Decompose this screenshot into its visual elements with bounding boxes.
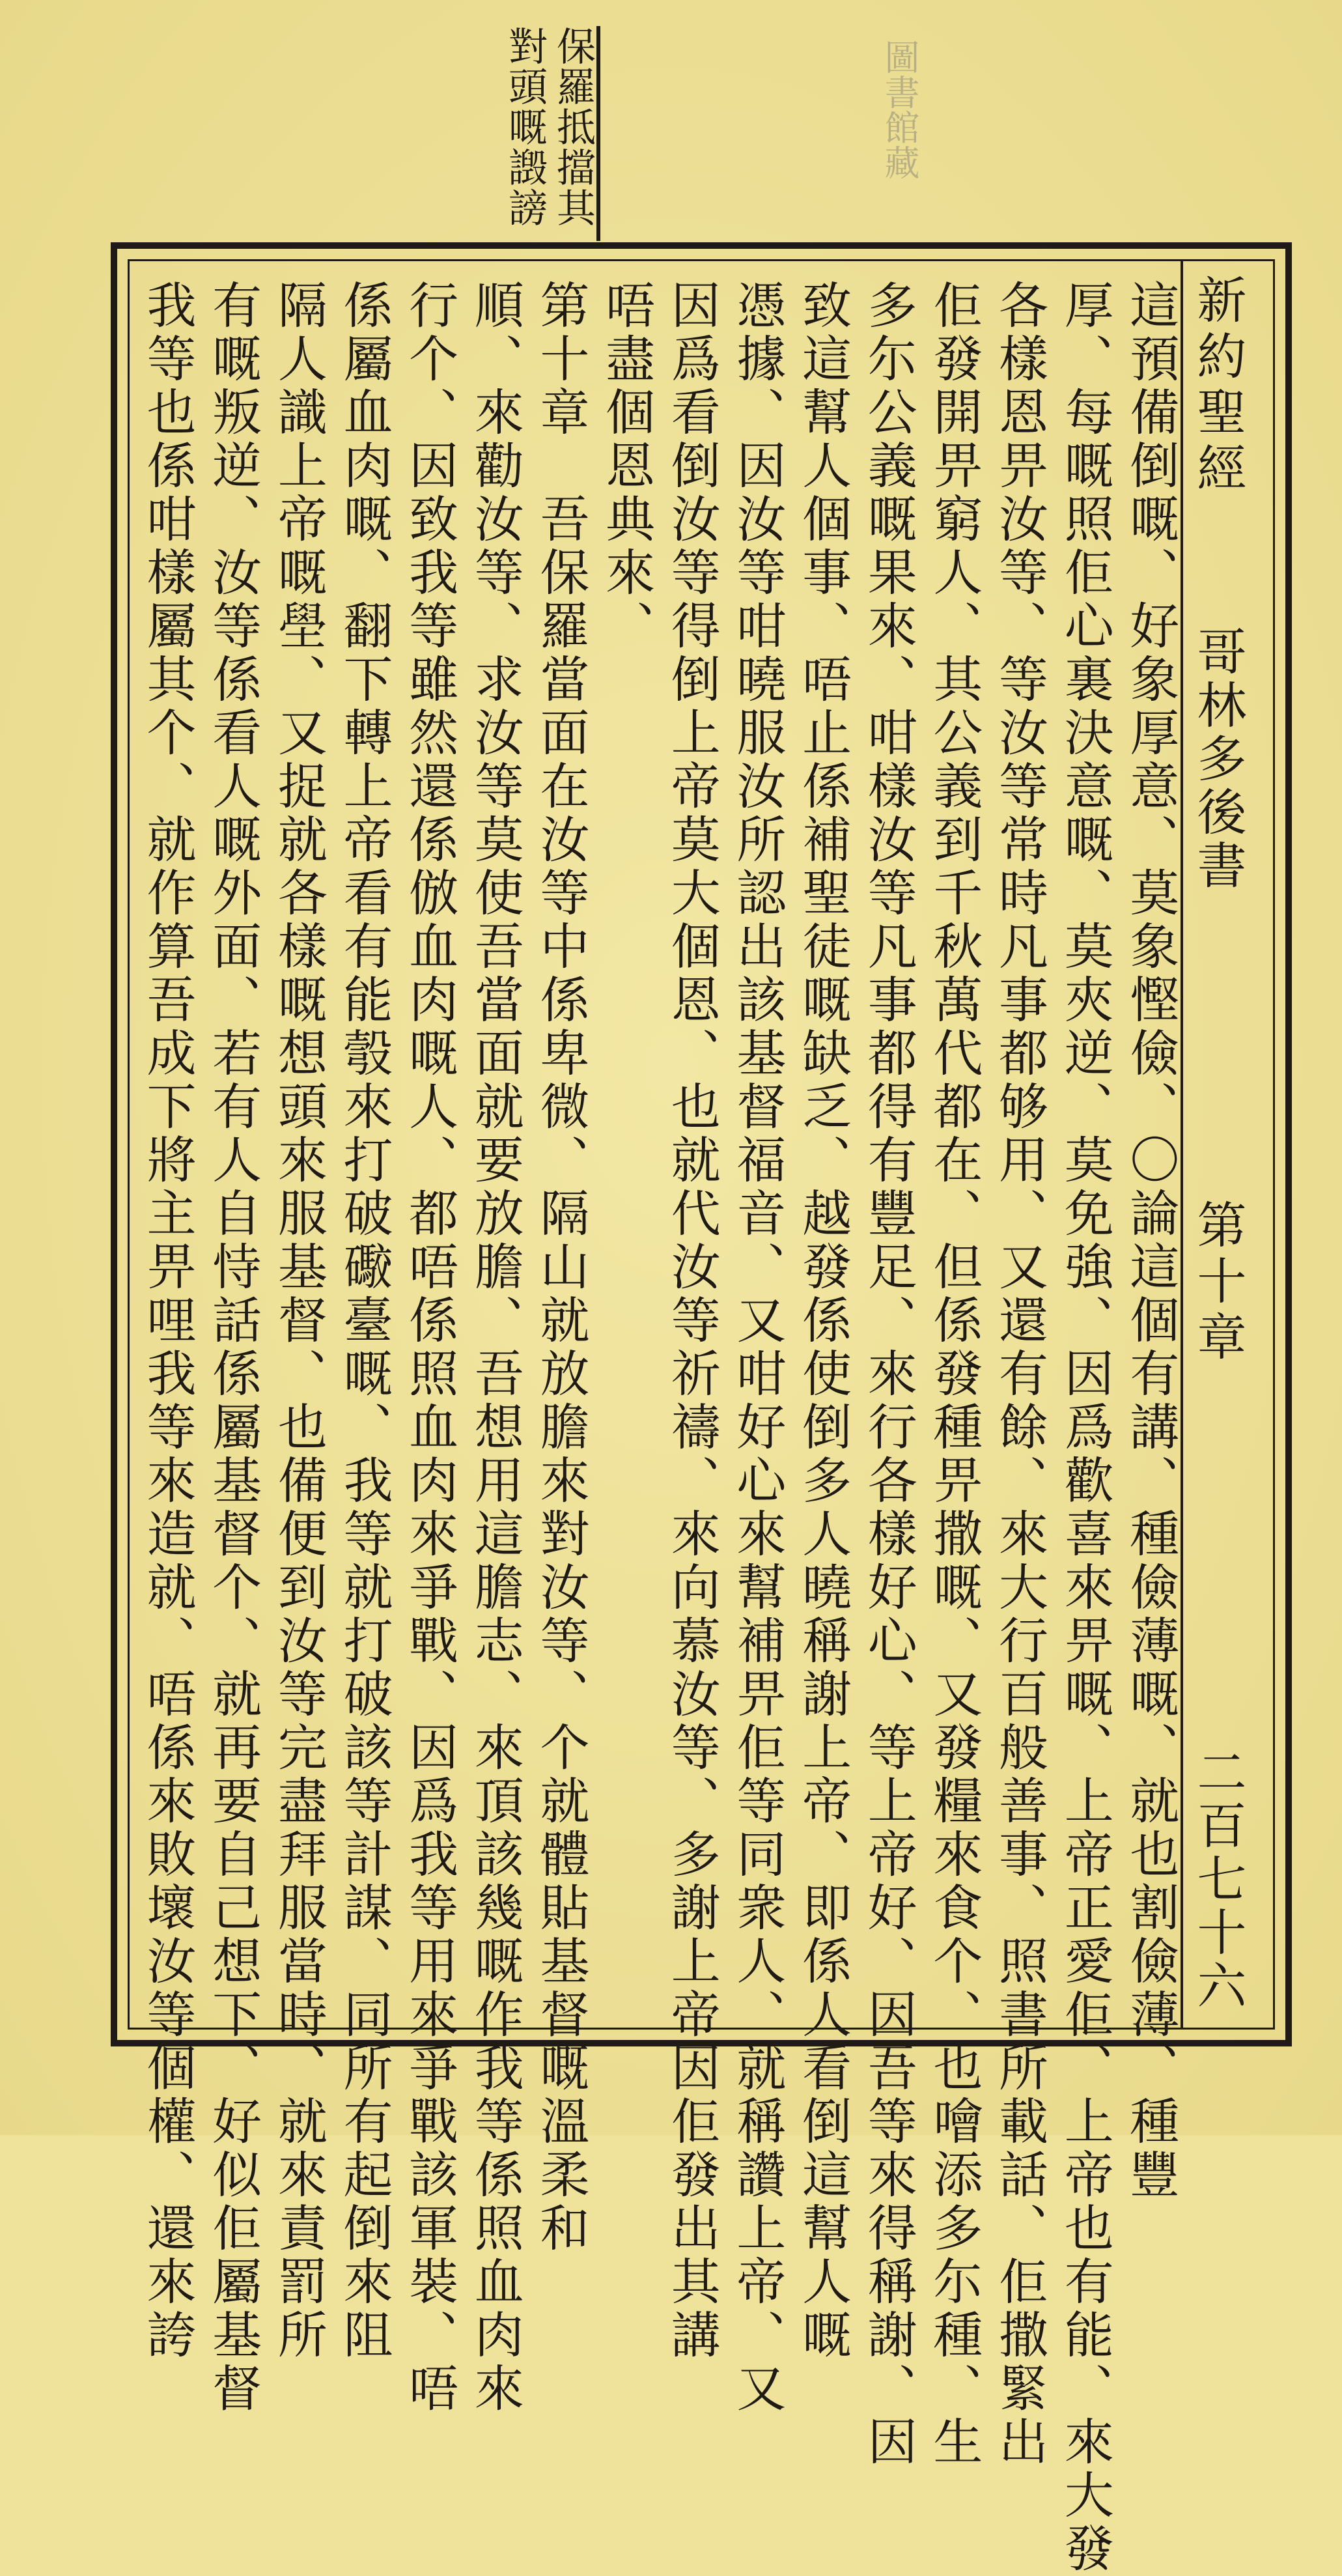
text-column: 佢發開畀窮人、其公義到千秋萬代都在、但係發種畀撒嘅、又發糧來食个、也噲添多尓種、生 — [925, 279, 983, 2469]
text-column: 係屬血肉嘅、翻下轉上帝看有能彀來打破礮臺嘅、我等就打破該等計謀、同所有起倒來阻 — [335, 279, 393, 2362]
header-page-number: 二百七十六 — [1189, 1746, 1247, 2013]
margin-note-line: 保羅抵擋其 — [553, 26, 600, 241]
text-column: 這預備倒嘅、好象厚意、莫象慳儉、〇論這個有講、種儉薄嘅、就也割儉薄、種豐 — [1121, 279, 1180, 2202]
text-column: 憑據、因汝等咁曉服汝所認出該基督福音、又咁好心來幫補畀佢等同衆人、就稱讚上帝、又 — [728, 279, 787, 2416]
text-column: 行个、因致我等雖然還係倣血肉嘅人、都唔係照血肉來爭戰、因爲我等用來爭戰該軍裝、唔 — [400, 279, 459, 2416]
margin-note-line: 對頭嘅譭謗 — [502, 26, 548, 228]
text-column: 因爲看倒汝等得倒上帝莫大個恩、也就代汝等祈禱、來向慕汝等、多謝上帝因佢發出其講 — [663, 279, 721, 2362]
running-header — [1181, 261, 1273, 2028]
margin-note — [490, 26, 600, 241]
header-book: 哥林多後書 — [1189, 626, 1247, 893]
text-column: 厚、每嘅照佢心裏決意嘅、莫夾逆、莫免強、因爲歡喜來畀嘅、上帝正愛佢、上帝也有能、來大發 — [1056, 279, 1115, 2576]
text-column: 第十章 吾保羅當面在汝等中係卑微、隔山就放膽來對汝等、个就體貼基督嘅溫柔和 — [531, 279, 590, 2256]
library-stamp: 圖書館藏 — [879, 39, 920, 180]
page-frame — [111, 242, 1292, 2576]
header-title: 新約聖經 — [1189, 274, 1247, 498]
page-frame-inner — [128, 259, 1275, 2576]
text-column: 隔人識上帝嘅壆、又捉就各樣嘅想頭來服基督、也備便到汝等完盡拜服當時、就來責罰所 — [270, 279, 328, 2362]
text-column: 唔盡個恩典來、 — [597, 279, 656, 653]
text-column: 致這幫人個事、唔止係補聖徒嘅缺乏、越發係使倒多人曉稱謝上帝、即係人看倒這幫人嘅 — [794, 279, 852, 2362]
text-column: 順、來勸汝等、求汝等莫使吾當面就要放膽、吾想用這膽志、來頂該幾嘅作我等係照血肉來 — [466, 279, 525, 2416]
text-column: 多尓公義嘅果來、咁樣汝等凡事都得有豐足、來行各樣好心、等上帝好、因吾等來得稱謝、因 — [860, 279, 918, 2469]
text-column: 各樣恩畀汝等、等汝等常時凡事都够用、又還有餘、來大行百般善事、照書所載話、佢撒緊出 — [990, 279, 1049, 2469]
text-column: 有嘅叛逆、汝等係看人嘅外面、若有人自恃話係屬基督个、就再要自己想下、好似佢屬基督 — [204, 279, 262, 2416]
body-text — [139, 274, 1180, 2576]
header-chapter: 第十章 — [1189, 1199, 1247, 1367]
text-column: 我等也係咁樣屬其个、就作算吾成下將主畀哩我等來造就、唔係來敗壞汝等個權、還來誇 — [139, 279, 197, 2362]
